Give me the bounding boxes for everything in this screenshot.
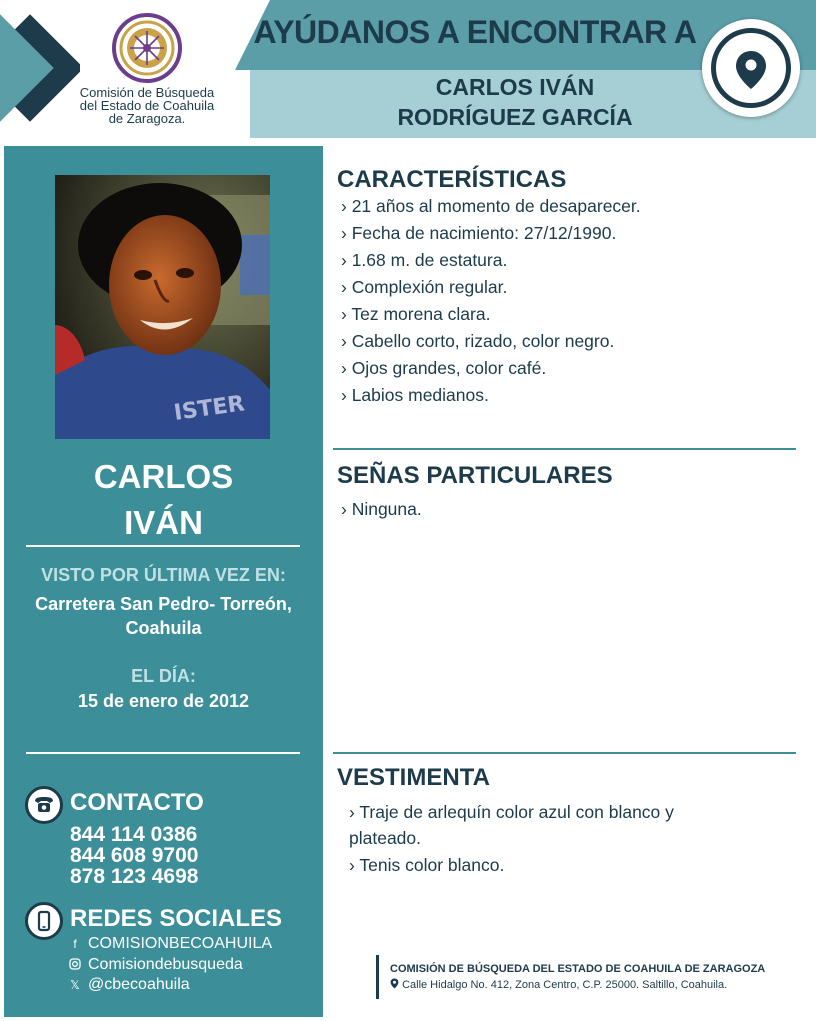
smartphone-icon — [25, 902, 63, 940]
characteristic-item: › Complexión regular. — [341, 277, 508, 297]
last-seen-label: VISTO POR ÚLTIMA VEZ EN: — [41, 565, 286, 585]
characteristic-item: › Tez morena clara. — [341, 304, 491, 324]
facebook-handle: COMISIONBECOAHUILA — [88, 935, 273, 952]
missing-person-name-line-1: CARLOS IVÁN — [435, 74, 595, 100]
x-handle: @cbecoahuila — [88, 976, 190, 993]
characteristics-heading: CARACTERÍSTICAS — [337, 166, 567, 193]
characteristic-item: › Fecha de nacimiento: 27/12/1990. — [341, 223, 617, 243]
contact-heading: CONTACTO — [70, 789, 204, 816]
clothing-item-continuation: plateado. — [349, 828, 422, 848]
footer-accent-bar — [376, 955, 379, 999]
distinguishing-mark-item: › Ninguna. — [341, 499, 422, 519]
instagram-handle: Comisiondebusqueda — [88, 956, 243, 973]
characteristic-item: › Labios medianos. — [341, 385, 489, 405]
last-seen-place-line-2: Coahuila — [125, 618, 202, 638]
date-label: EL DÍA: — [131, 666, 196, 686]
footer-address-text: Calle Hidalgo No. 412, Zona Centro, C.P. 25000. Saltillo, Coahuila. — [402, 979, 728, 991]
logo-line-3: de Zaragoza. — [108, 111, 186, 126]
svg-text:ISTER: ISTER — [172, 391, 247, 426]
logo-line-2: del Estado de Coahuila — [79, 98, 215, 113]
person-first-name: CARLOS — [93, 458, 234, 495]
social-media-heading: REDES SOCIALES — [70, 905, 283, 932]
divider — [26, 752, 300, 754]
map-pin-icon — [735, 50, 767, 90]
characteristic-item: › 21 años al momento de desaparecer. — [341, 196, 641, 216]
commission-seal-icon — [112, 13, 182, 83]
missing-person-photo — [55, 175, 270, 439]
missing-person-name-line-2: RODRÍGUEZ GARCÍA — [397, 104, 633, 130]
characteristic-item: › Ojos grandes, color café. — [341, 358, 547, 378]
divider — [26, 545, 300, 547]
divider — [333, 448, 796, 450]
clothing-item: › Traje de arlequín color azul con blanco y — [349, 802, 674, 822]
last-seen-place — [4, 592, 323, 640]
last-seen-place-line-1: Carretera San Pedro- Torreón, — [35, 594, 292, 614]
distinguishing-marks-heading: SEÑAS PARTICULARES — [337, 462, 613, 489]
telephone-icon — [25, 786, 63, 824]
phone-number-2[interactable]: 844 608 9700 — [70, 844, 199, 867]
clothing-item: › Tenis color blanco. — [349, 855, 505, 875]
location-pin-icon — [390, 978, 399, 989]
page-title: AYÚDANOS A ENCONTRAR A — [253, 14, 697, 50]
person-second-name: IVÁN — [124, 504, 203, 541]
x-link[interactable] — [68, 976, 190, 994]
characteristic-item: › 1.68 m. de estatura. — [341, 250, 508, 270]
x-logo-icon: 𝕏 — [70, 978, 80, 992]
logo-line-1: Comisión de Búsqueda — [79, 85, 215, 100]
characteristic-item: › Cabello corto, rizado, color negro. — [341, 331, 615, 351]
commission-logo-text — [60, 86, 234, 125]
instagram-link[interactable] — [68, 956, 243, 974]
footer-org-name: COMISIÓN DE BÚSQUEDA DEL ESTADO DE COAHUILA DE ZARAGOZA — [390, 963, 766, 975]
clothing-heading: VESTIMENTA — [337, 764, 490, 791]
divider — [333, 752, 796, 754]
facebook-link[interactable] — [68, 935, 272, 953]
facebook-icon: f — [73, 937, 77, 951]
phone-number-3[interactable]: 878 123 4698 — [70, 865, 199, 888]
phone-number-1[interactable]: 844 114 0386 — [70, 823, 198, 846]
instagram-icon — [68, 958, 82, 973]
footer-address — [390, 978, 727, 991]
last-seen-date: 15 de enero de 2012 — [77, 691, 250, 711]
